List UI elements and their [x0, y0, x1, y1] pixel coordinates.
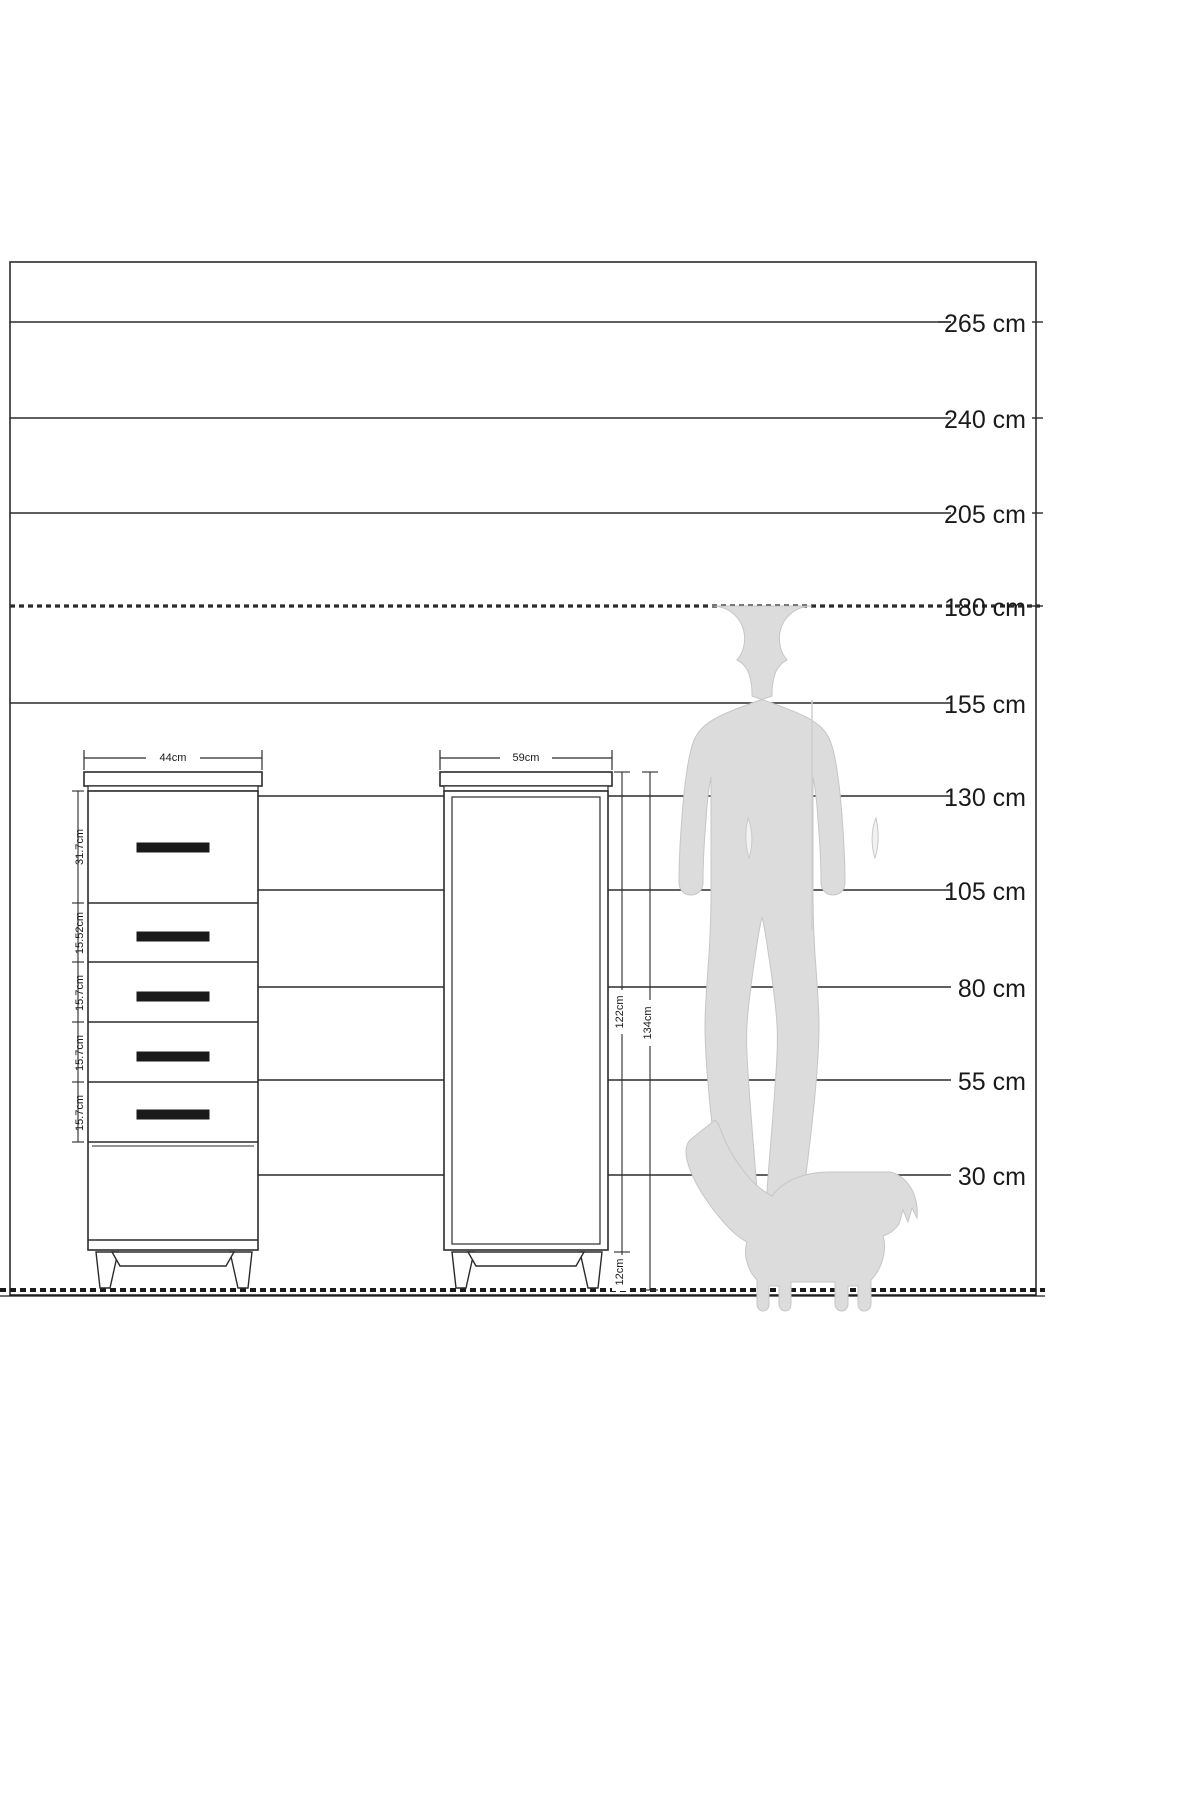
- dresser-body: [88, 791, 258, 1250]
- cabinet-door-panel: [452, 797, 600, 1244]
- scale-label-265: 265 cm: [944, 310, 1026, 338]
- scale-label-155: 155 cm: [944, 691, 1026, 719]
- dresser-top: [84, 772, 262, 786]
- drawer-height-label-5: 15.7cm: [74, 1094, 86, 1132]
- drawer-height-label-3: 15.7cm: [74, 974, 86, 1012]
- drawer-height-label-1: 31.7cm: [74, 828, 86, 866]
- cabinet-width-label: 59cm: [512, 752, 540, 764]
- dresser-handle-5: [137, 1110, 209, 1119]
- scale-label-205: 205 cm: [944, 501, 1026, 529]
- cabinet-leg-crossbar: [468, 1252, 584, 1266]
- drawer-height-label-4: 15.7cm: [74, 1034, 86, 1072]
- dresser-handle-4: [137, 1052, 209, 1061]
- dresser-handle-1: [137, 843, 209, 852]
- scale-label-240: 240 cm: [944, 406, 1026, 434]
- scale-label-130: 130 cm: [944, 784, 1026, 812]
- cabinet-unit: [440, 772, 612, 1288]
- scale-label-180: 180 cm: [944, 594, 1026, 622]
- scale-label-105: 105 cm: [944, 878, 1026, 906]
- dresser-width-label: 44cm: [159, 752, 187, 764]
- cabinet-total-height-label: 134cm: [642, 1006, 654, 1040]
- dresser-leg-crossbar: [112, 1252, 234, 1266]
- dresser-unit: [84, 772, 262, 1288]
- dresser-handle-3: [137, 992, 209, 1001]
- dresser-handle-2: [137, 932, 209, 941]
- drawer-height-label-2: 15.52cm: [74, 911, 86, 955]
- scale-label-55: 55 cm: [957, 1068, 1026, 1096]
- scale-label-80: 80 cm: [957, 975, 1026, 1003]
- cabinet-top: [440, 772, 612, 786]
- cabinet-leg-height-label: 12cm: [614, 1258, 626, 1286]
- cabinet-height-label: 122cm: [614, 995, 626, 1029]
- scale-label-30: 30 cm: [957, 1163, 1026, 1191]
